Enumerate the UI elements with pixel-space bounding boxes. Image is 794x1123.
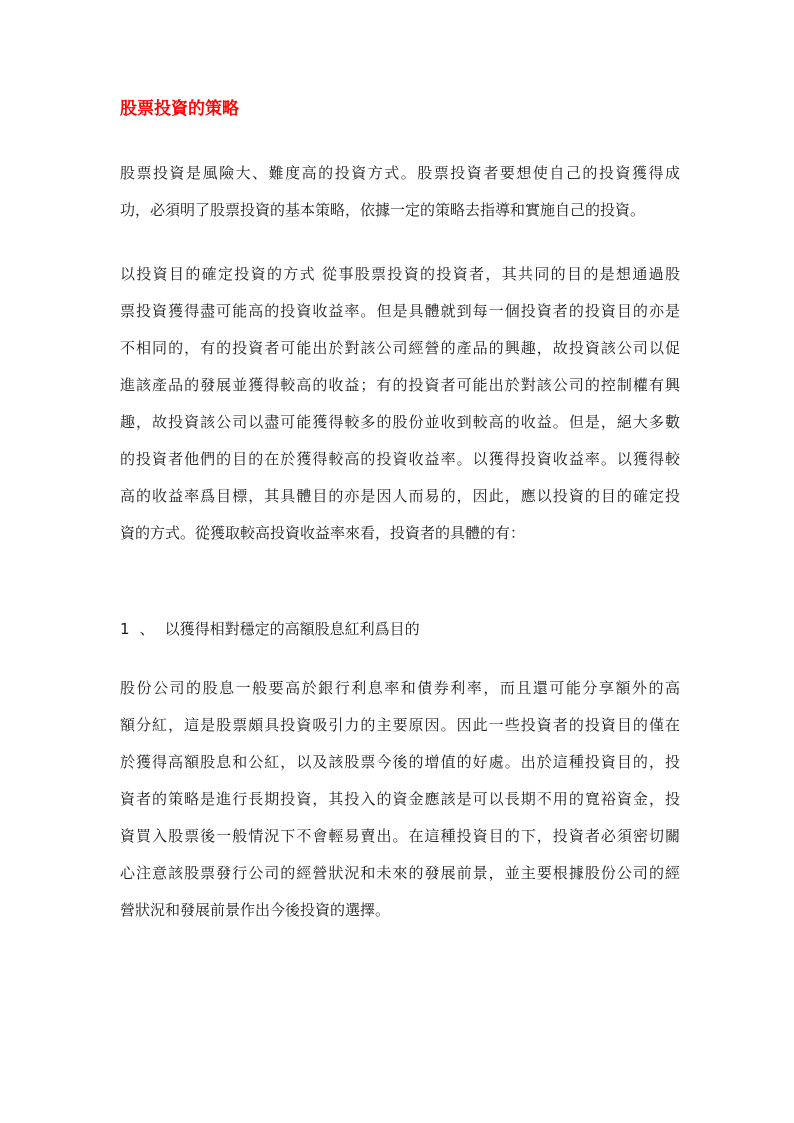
paragraph-line: 的投資者他們的目的在於獲得較高的投資收益率。以獲得投資收益率。以獲得較 bbox=[120, 450, 680, 468]
paragraph-line: 股票投資是風險大、難度高的投資方式。股票投資者要想使自己的投資獲得成 bbox=[120, 164, 680, 182]
document-title: 股票投資的策略 bbox=[120, 99, 239, 119]
paragraph-line: 於獲得高額股息和公紅，以及該股票今後的增值的好處。出於這種投資目的，投 bbox=[120, 753, 680, 771]
intro-paragraph bbox=[120, 155, 680, 229]
paragraph-line: 心注意該股票發行公司的經營狀況和未來的發展前景，並主要根據股份公司的經 bbox=[120, 864, 680, 882]
paragraph-line: 以投資目的確定投資的方式 從事股票投資的投資者，其共同的目的是想通過股 bbox=[120, 265, 680, 283]
paragraph-line: 高的收益率爲目標，其具體目的亦是因人而易的，因此，應以投資的目的確定投 bbox=[120, 487, 680, 505]
paragraph-line: 資的方式。從獲取較高投資收益率來看，投資者的具體的有： bbox=[120, 524, 526, 542]
paragraph-line: 資買入股票後一般情況下不會輕易賣出。在這種投資目的下，投資者必須密切關 bbox=[120, 827, 680, 845]
list-item-number: 1 bbox=[120, 620, 130, 638]
list-item-separator: 、 bbox=[139, 620, 155, 638]
paragraph-line: 資者的策略是進行長期投資，其投入的資金應該是可以長期不用的寬裕資金，投 bbox=[120, 790, 680, 808]
paragraph-line: 營狀況和發展前景作出今後投資的選擇。 bbox=[120, 901, 391, 919]
list-item-heading bbox=[120, 617, 420, 641]
paragraph-line: 功，必須明了股票投資的基本策略，依據一定的策略去指導和實施自己的投資。 bbox=[120, 201, 646, 219]
paragraph-line: 股份公司的股息一般要高於銀行利息率和債券利率，而且還可能分享額外的高 bbox=[120, 679, 680, 697]
paragraph-line: 不相同的，有的投資者可能出於對該公司經營的產品的興趣，故投資該公司以促 bbox=[120, 339, 680, 357]
paragraph-line: 額分紅，這是股票頗具投資吸引力的主要原因。因此一些投資者的投資目的僅在 bbox=[120, 716, 680, 734]
paragraph-line: 進該產品的發展並獲得較高的收益；有的投資者可能出於對該公司的控制權有興 bbox=[120, 376, 680, 394]
paragraph-line: 票投資獲得盡可能高的投資收益率。但是具體就到每一個投資者的投資目的亦是 bbox=[120, 302, 680, 320]
investment-purpose-paragraph bbox=[120, 256, 680, 552]
list-item-heading-text: 以獲得相對穩定的高額股息紅利爲目的 bbox=[164, 620, 420, 638]
dividend-paragraph bbox=[120, 670, 680, 929]
paragraph-line: 趣，故投資該公司以盡可能獲得較多的股份並收到較高的收益。但是，絕大多數 bbox=[120, 413, 680, 431]
